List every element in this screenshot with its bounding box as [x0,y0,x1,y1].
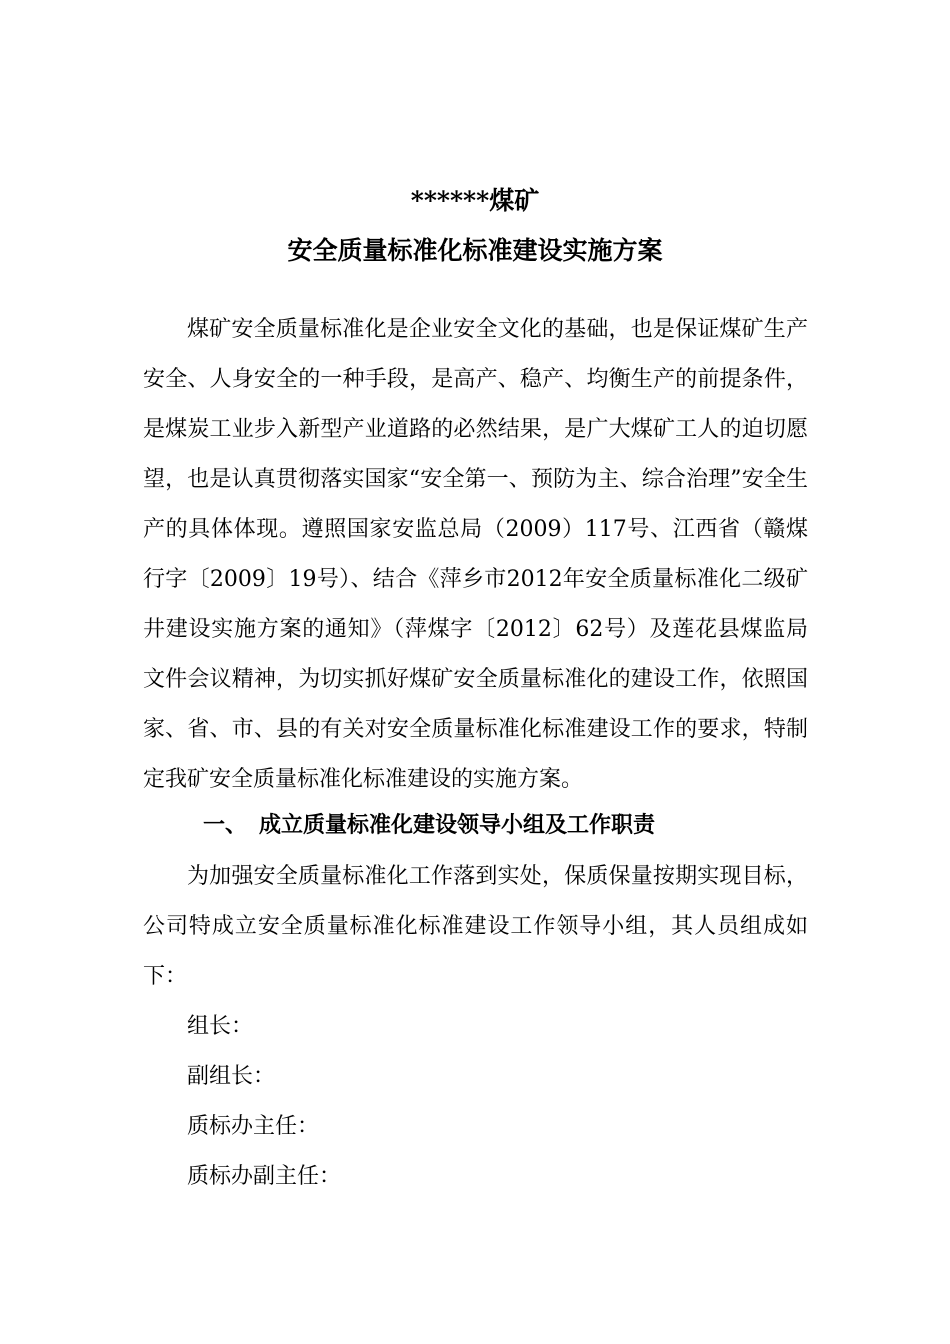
section-1-heading [203,807,655,843]
document-title-line-2: 安全质量标准化标准建设实施方案 [287,236,663,265]
role-leader: 组长： [187,1014,254,1039]
section-1-number: 一、 [203,812,248,838]
document-title-line-1: ******煤矿 [410,186,540,215]
section-1-heading-text: 成立质量标准化建设领导小组及工作职责 [259,812,656,838]
section-1-paragraph: 为加强安全质量标准化工作落到实处，保质保量按期实现目标，公司特成立安全质量标准化标准建设工作领导小组，其人员组成如下： [143,864,808,989]
intro-paragraph: 煤矿安全质量标准化是企业安全文化的基础，也是保证煤矿生产安全、人身安全的一种手段，是高产、稳产、均衡生产的前提条件，是煤炭工业步入新型产业道路的必然结果，是广大煤矿工人的迫切愿望，也是认真贯彻落实国家“安全第一、预防为主、综合治理”安全生产的具体体现。遵照国家安监总局（2009）117号、江西省（赣煤行字〔2009〕19号）、结合《萍乡市2012年安全质量标准化二级矿井建设实施方案的通知》（萍煤字〔2012〕62号）及莲花县煤监局文件会议精神，为切实抓好煤矿安全质量标准化的建设工作，依照国家、省、市、县的有关对安全质量标准化标准建设工作的要求，特制定我矿安全质量标准化标准建设的实施方案。 [143,317,809,792]
role-deputy-leader: 副组长： [187,1064,276,1089]
section-1-body [143,852,808,1002]
role-quality-office-deputy-director: 质标办副主任： [187,1164,342,1189]
role-quality-office-director: 质标办主任： [187,1114,320,1139]
leadership-role-list [187,1002,341,1202]
intro-section [143,305,808,805]
